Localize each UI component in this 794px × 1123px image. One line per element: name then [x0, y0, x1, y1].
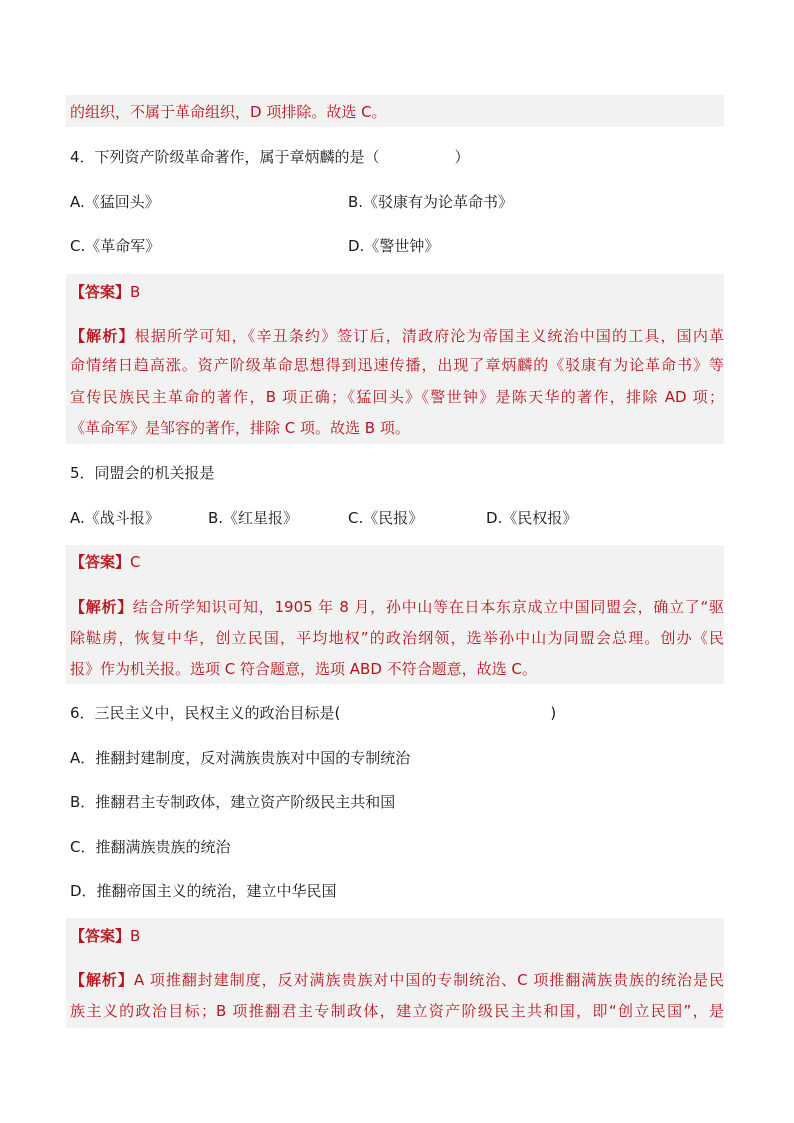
answer-value: B — [130, 283, 141, 301]
q4-option-d: D.《警世钟》 — [348, 237, 440, 255]
answer-value: C — [130, 553, 141, 571]
q5-stem: 5．同盟会的机关报是 — [70, 464, 215, 482]
q4-explanation-line-1: 【解析】根据所学可知，《辛丑条约》签订后，清政府沦为帝国主义统治中国的工具，国内革 — [70, 327, 724, 345]
explanation-tag: 【解析】 — [70, 327, 135, 345]
explanation-tag: 【解析】 — [70, 971, 134, 989]
q4-answer — [70, 282, 724, 302]
q6-answer — [70, 926, 724, 946]
answer-tag: 【答案】 — [70, 927, 131, 945]
q5-option-c: C.《民报》 — [348, 509, 424, 527]
q5-option-d: D.《民权报》 — [486, 509, 578, 527]
q4-option-b: B.《驳康有为论革命书》 — [348, 193, 514, 211]
q5-option-a: A.《战斗报》 — [70, 509, 160, 527]
q6-explanation-line-1: 【解析】A 项推翻封建制度，反对满族贵族对中国的专制统治、C 项推翻满族贵族的统治是民 — [70, 971, 724, 989]
q6-option-b: B．推翻君主专制政体，建立资产阶级民主共和国 — [70, 793, 396, 811]
q4-stem: 4．下列资产阶级革命著作，属于章炳麟的是（ ） — [70, 148, 470, 166]
explanation-tag: 【解析】 — [70, 598, 133, 616]
q6-option-c: C．推翻满族贵族的统治 — [70, 838, 231, 856]
q4-option-c: C.《革命军》 — [70, 237, 161, 255]
q4-explanation-line-2: 命情绪日趋高涨。资产阶级革命思想得到迅速传播，出现了章炳麟的《驳康有为论革命书》等 — [70, 356, 724, 374]
q4-option-a: A.《猛回头》 — [70, 193, 160, 211]
q6-explanation-line-2: 族主义的政治目标；B 项推翻君主专制政体，建立资产阶级民主共和国，即“创立民国”，是 — [70, 1002, 724, 1020]
q6-option-a: A．推翻封建制度，反对满族贵族对中国的专制统治 — [70, 749, 411, 767]
q6-stem: 6．三民主义中，民权主义的政治目标是( ) — [70, 704, 557, 722]
answer-tag: 【答案】 — [70, 553, 131, 571]
q4-explanation-line-3: 宣传民族民主革命的著作，B 项正确；《猛回头》《警世钟》是陈天华的著作，排除 AD 项； — [70, 388, 724, 406]
q5-explanation-line-2: 除鞑虏，恢复中华，创立民国，平均地权”的政治纲领，选举孙中山为同盟会总理。创办《民 — [70, 629, 724, 647]
answer-value: B — [130, 927, 141, 945]
q5-option-b: B.《红星报》 — [208, 509, 299, 527]
answer-tag: 【答案】 — [70, 283, 131, 301]
q4-explanation-line-4: 《革命军》是邹容的著作，排除 C 项。故选 B 项。 — [70, 419, 410, 437]
q6-option-d: D．推翻帝国主义的统治，建立中华民国 — [70, 882, 337, 900]
q5-answer — [70, 552, 724, 572]
prev-explanation-fragment: 的组织，不属于革命组织，D 项排除。故选 C。 — [70, 103, 387, 121]
q5-explanation-line-1: 【解析】结合所学知识可知，1905 年 8 月，孙中山等在日本东京成立中国同盟会，确立了“驱 — [70, 598, 724, 616]
q5-explanation-line-3: 报》作为机关报。选项 C 符合题意，选项 ABD 不符合题意，故选 C。 — [70, 660, 537, 678]
